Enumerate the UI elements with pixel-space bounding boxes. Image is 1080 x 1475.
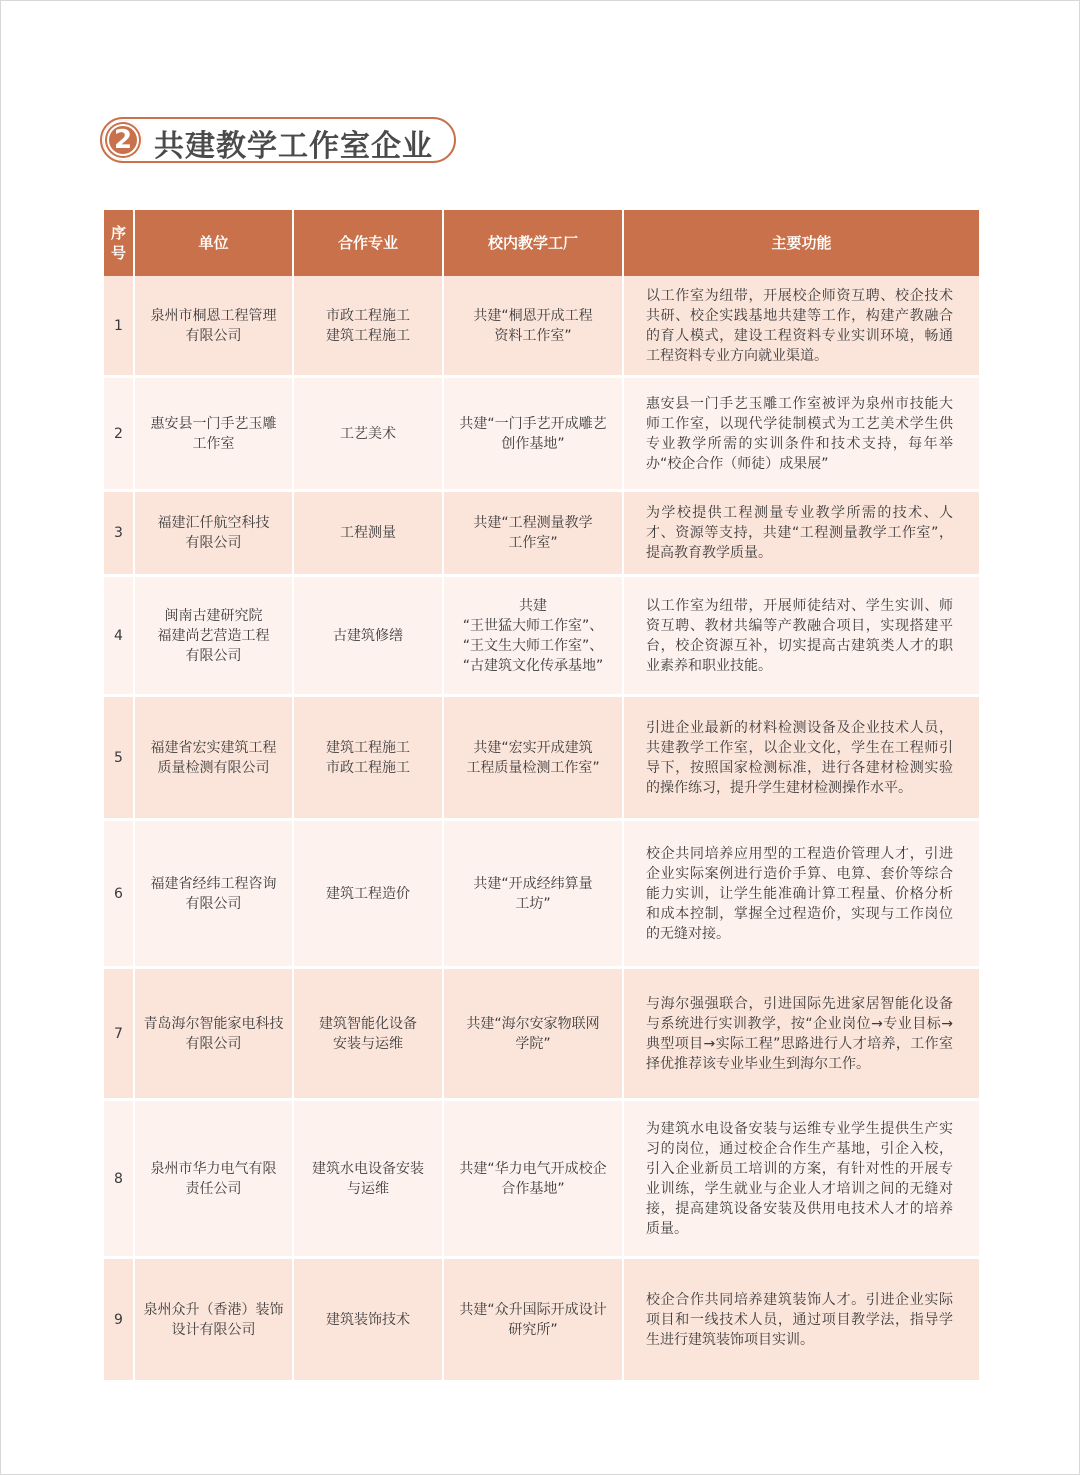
cell-function — [624, 378, 979, 492]
cell-function — [624, 821, 979, 969]
major-text: 工艺美术 — [340, 425, 396, 442]
header-function: 主要功能 — [624, 210, 979, 276]
unit-text: 泉州市桐恩工程管理 有限公司 — [150, 307, 277, 344]
cell-major — [294, 577, 444, 697]
function-text: 以工作室为纽带，开展校企师资互聘、校企技术共研、校企实践基地共建等工作，构建产教融合的育人模式，建设工程资料专业实训环境，畅通工程资料专业方向就业渠道。 — [646, 287, 953, 364]
cell-factory — [444, 697, 624, 821]
table-row — [104, 969, 979, 1101]
cell-major — [294, 969, 444, 1101]
function-text: 为学校提供工程测量专业教学所需的技术、人才、资源等支持，共建“工程测量教学工作室”，提高教育教学质量。 — [646, 505, 953, 561]
cell-major — [294, 378, 444, 492]
major-text: 工程测量 — [340, 525, 396, 541]
factory-text: 共建“海尔安家物联网 学院” — [466, 1015, 600, 1052]
cell-major — [294, 492, 444, 577]
cell-factory — [444, 378, 624, 492]
enterprise-table — [104, 210, 979, 1383]
unit-text: 青岛海尔智能家电科技 有限公司 — [143, 1015, 284, 1052]
cell-function — [624, 276, 979, 378]
cell-unit — [135, 821, 294, 969]
table-header-row — [104, 210, 979, 276]
function-text: 以工作室为纽带，开展师徒结对、学生实训、师资互聘、教材共编等产教融合项目，实现搭建平台，校企资源互补，切实提高古建筑类人才的职业素养和职业技能。 — [646, 597, 953, 674]
table-row — [104, 577, 979, 697]
cell-major — [294, 1259, 444, 1383]
function-text: 校企合作共同培养建筑装饰人才。引进企业实际项目和一线技术人员，通过项目教学法，指导学生进行建筑装饰项目实训。 — [646, 1291, 953, 1348]
header-no-label: 序号 — [110, 224, 126, 262]
factory-text: 共建 “王世猛大师工作室”、 “王文生大师工作室”、 “古建筑文化传承基地” — [462, 597, 604, 674]
function-text: 引进企业最新的材料检测设备及企业技术人员，共建教学工作室，以企业文化，学生在工程师引导下，按照国家检测标准，进行各建材检测实验的操作练习，提升学生建材检测操作水平。 — [646, 719, 953, 796]
cell-function — [624, 1259, 979, 1383]
major-text: 建筑工程造价 — [326, 885, 410, 902]
cell-no: 4 — [104, 577, 135, 697]
cell-no: 7 — [104, 969, 135, 1101]
major-text: 市政工程施工 建筑工程施工 — [326, 307, 410, 344]
cell-unit — [135, 1259, 294, 1383]
major-text: 古建筑修缮 — [333, 627, 403, 644]
table-row — [104, 821, 979, 969]
cell-no: 9 — [104, 1259, 135, 1383]
cell-major — [294, 1101, 444, 1259]
factory-text: 共建“工程测量教学 工作室” — [473, 515, 593, 551]
header-unit: 单位 — [135, 210, 294, 276]
factory-text: 共建“华力电气开成校企 合作基地” — [459, 1160, 607, 1197]
header-factory: 校内教学工厂 — [444, 210, 624, 276]
major-text: 建筑智能化设备 安装与运维 — [319, 1015, 417, 1052]
cell-major — [294, 697, 444, 821]
function-text: 为建筑水电设备安装与运维专业学生提供生产实习的岗位，通过校企合作生产基地，引企入校，引入企业新员工培训的方案，有针对性的开展专业训练，学生就业与企业人才培训之间的无缝对接，提高建筑设备安装及供用电技术人才的培养质量。 — [646, 1120, 953, 1237]
factory-text: 共建“桐恩开成工程 资料工作室” — [473, 307, 593, 344]
unit-text: 福建省经纬工程咨询 有限公司 — [150, 875, 277, 912]
unit-text: 闽南古建研究院 福建尚艺营造工程 有限公司 — [157, 607, 270, 664]
cell-no: 8 — [104, 1101, 135, 1259]
cell-factory — [444, 969, 624, 1101]
cell-function — [624, 1101, 979, 1259]
table-row — [104, 1259, 979, 1383]
cell-no: 3 — [104, 492, 135, 577]
unit-text: 福建省宏实建筑工程 质量检测有限公司 — [150, 739, 277, 776]
header-no — [104, 210, 135, 276]
cell-major — [294, 821, 444, 969]
cell-no: 5 — [104, 697, 135, 821]
unit-text: 福建汇仟航空科技 有限公司 — [157, 515, 270, 551]
unit-text: 泉州众升（香港）装饰 设计有限公司 — [143, 1301, 284, 1338]
function-text: 校企共同培养应用型的工程造价管理人才，引进企业实际案例进行造价手算、电算、套价等综合能力实训，让学生能准确计算工程量、价格分析和成本控制，掌握全过程造价，实现与工作岗位的无缝对接。 — [646, 845, 953, 942]
table-row — [104, 697, 979, 821]
cell-no: 1 — [104, 276, 135, 378]
factory-text: 共建“宏实开成建筑 工程质量检测工作室” — [466, 739, 600, 776]
function-text: 惠安县一门手艺玉雕工作室被评为泉州市技能大师工作室，以现代学徒制模式为工艺美术学生供专业教学所需的实训条件和技术支持，每年举办“校企合作（师徒）成果展” — [646, 395, 953, 472]
cell-unit — [135, 1101, 294, 1259]
cell-unit — [135, 969, 294, 1101]
factory-text: 共建“开成经纬算量 工坊” — [473, 875, 593, 912]
section-number-badge: 2 — [103, 120, 143, 160]
table-row — [104, 276, 979, 378]
cell-function — [624, 697, 979, 821]
table-row — [104, 1101, 979, 1259]
major-text: 建筑装饰技术 — [326, 1311, 410, 1328]
header-major: 合作专业 — [294, 210, 444, 276]
cell-unit — [135, 697, 294, 821]
cell-major — [294, 276, 444, 378]
cell-factory — [444, 276, 624, 378]
unit-text: 惠安县一门手艺玉雕 工作室 — [150, 415, 277, 452]
major-text: 建筑工程施工 市政工程施工 — [326, 739, 410, 776]
cell-factory — [444, 821, 624, 969]
cell-function — [624, 577, 979, 697]
factory-text: 共建“一门手艺开成雕艺 创作基地” — [459, 415, 607, 452]
cell-function — [624, 492, 979, 577]
cell-factory — [444, 492, 624, 577]
unit-text: 泉州市华力电气有限 责任公司 — [150, 1160, 277, 1197]
cell-unit — [135, 577, 294, 697]
section-heading: 共建教学工作室企业 — [154, 129, 433, 164]
cell-factory — [444, 1101, 624, 1259]
cell-unit — [135, 276, 294, 378]
table-row — [104, 378, 979, 492]
cell-unit — [135, 378, 294, 492]
table-row — [104, 492, 979, 577]
cell-function — [624, 969, 979, 1101]
cell-factory — [444, 577, 624, 697]
factory-text: 共建“众升国际开成设计 研究所” — [459, 1301, 607, 1338]
major-text: 建筑水电设备安装 与运维 — [312, 1160, 424, 1197]
cell-unit — [135, 492, 294, 577]
function-text: 与海尔强强联合，引进国际先进家居智能化设备与系统进行实训教学，按“企业岗位→专业目标→典型项目→实际工程”思路进行人才培养，工作室择优推荐该专业毕业生到海尔工作。 — [646, 995, 953, 1072]
cell-no: 2 — [104, 378, 135, 492]
cell-factory — [444, 1259, 624, 1383]
cell-no: 6 — [104, 821, 135, 969]
